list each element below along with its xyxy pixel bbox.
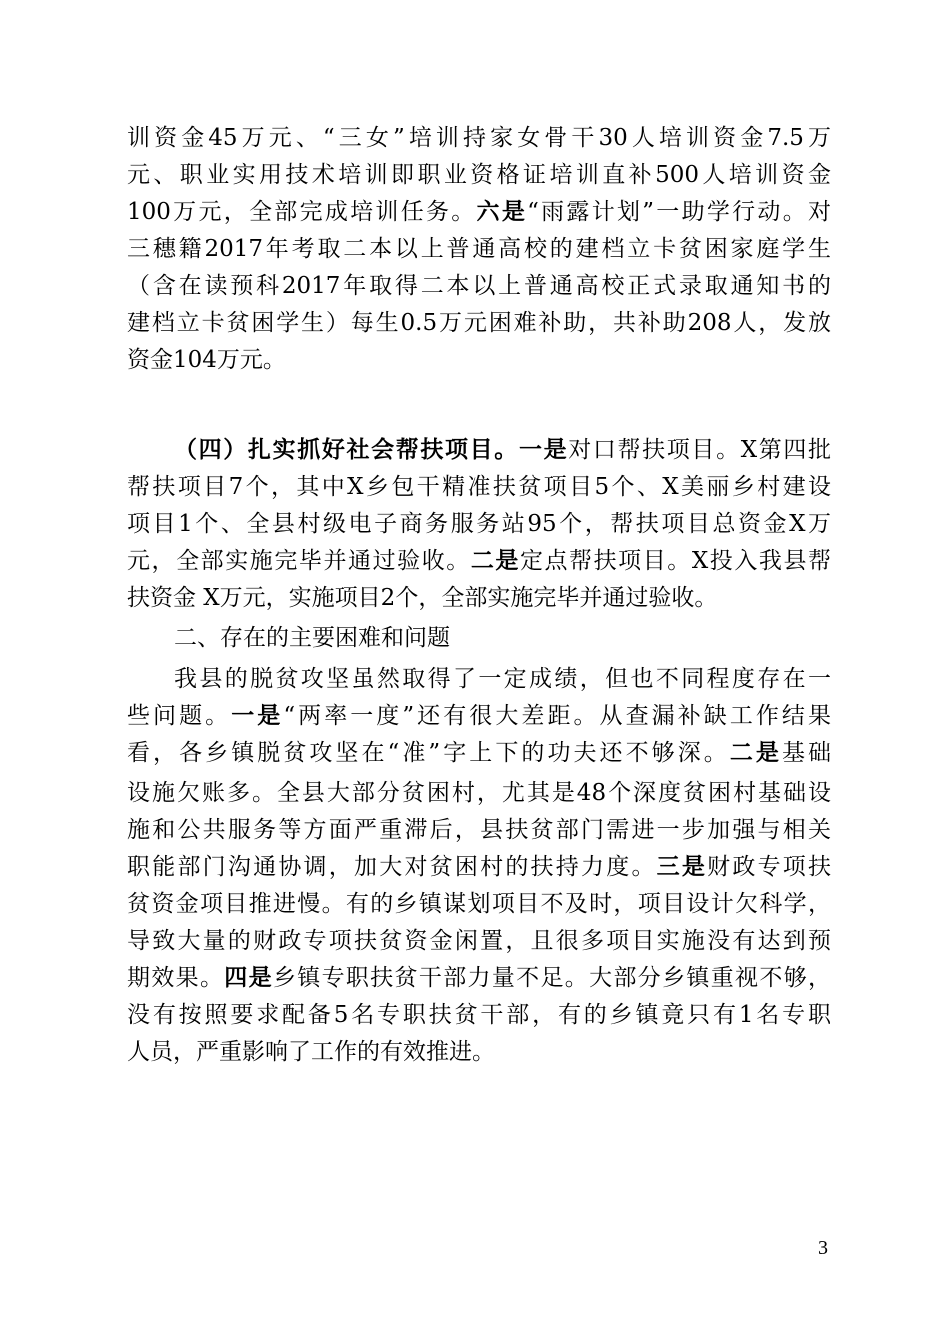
paragraph-line [127, 735, 831, 772]
emphasis-label: 一是 [231, 703, 284, 729]
emphasis-label: 四是 [224, 965, 273, 991]
paragraph-line [127, 469, 831, 506]
emphasis-label: 二是 [470, 548, 520, 574]
section-heading [174, 620, 831, 657]
text-run: 导致大量的财政专项扶贫资金闲置，且很多项目实施没有达到预 [127, 928, 831, 954]
paragraph-line [127, 120, 831, 157]
emphasis-label: 三是 [656, 854, 708, 880]
text-run: 没有按照要求配备5名专职扶贫干部，有的乡镇竟只有1名专职 [127, 1002, 831, 1028]
text-run: 帮扶项目7个，其中X乡包干精准扶贫项目5个、X美丽乡村建设 [127, 474, 831, 500]
text-run: 职能部门沟通协调，加大对贫困村的扶持力度。 [127, 854, 657, 880]
page-number: 3 [818, 1237, 828, 1259]
text-run: 对口帮扶项目。X第四批 [568, 437, 832, 463]
text-run: 看，各乡镇脱贫攻坚在“准”字上下的功夫还不够深。 [127, 740, 730, 766]
text-run: 建档立卡贫困学生）每生0.5万元困难补助，共补助208人，发放 [127, 310, 831, 336]
text-run: “两率一度”还有很大差距。从查漏补缺工作结果 [283, 703, 831, 729]
paragraph-line [127, 698, 831, 735]
text-run: 些问题。 [127, 703, 232, 729]
paragraph-line [127, 997, 831, 1034]
paragraph-line [127, 157, 831, 194]
paragraph-line [127, 194, 831, 231]
paragraph-line [127, 775, 831, 812]
text-run: 定点帮扶项目。X投入我县帮 [519, 548, 832, 574]
text-run: （含在读预科2017年取得二本以上普通高校正式录取通知书的 [127, 273, 831, 299]
paragraph-line [127, 342, 831, 379]
paragraph-line [127, 960, 831, 997]
paragraph-line [127, 543, 831, 580]
paragraph-line [127, 506, 831, 543]
text-run: 训资金45万元、“三女”培训持家女骨干30人培训资金7.5万 [127, 125, 831, 151]
paragraph-line [127, 923, 831, 960]
text-run: 扶资金 X万元，实施项目2个，全部实施完毕并通过验收。 [127, 585, 718, 611]
paragraph-line [127, 849, 831, 886]
section-heading-line [174, 432, 831, 469]
text-run: 我县的脱贫攻坚虽然取得了一定成绩，但也不同程度存在一 [174, 666, 831, 692]
subsection-heading: （四）扎实抓好社会帮扶项目。一是 [174, 437, 569, 463]
text-run: 乡镇专职扶贫干部力量不足。大部分乡镇重视不够， [272, 965, 832, 991]
text-run: “雨露计划”一助学行动。对 [527, 199, 831, 225]
text-run: 三穗籍2017年考取二本以上普通高校的建档立卡贫困家庭学生 [127, 236, 831, 262]
text-run: 期效果。 [127, 965, 225, 991]
paragraph-line [127, 1034, 831, 1071]
text-run: 人员，严重影响了工作的有效推进。 [127, 1039, 495, 1065]
text-run: 元，全部实施完毕并通过验收。 [127, 548, 471, 574]
text-run: 资金104万元。 [127, 347, 286, 373]
paragraph-line [127, 305, 831, 342]
paragraph-line [174, 661, 831, 698]
text-run: 设施欠账多。全县大部分贫困村，尤其是48个深度贫困村基础设 [127, 780, 831, 806]
text-run: 元、职业实用技术培训即职业资格证培训直补500人培训资金 [127, 162, 831, 188]
text-run: 财政专项扶 [707, 854, 832, 880]
paragraph-line [127, 231, 831, 268]
text-run: 贫资金项目推进慢。有的乡镇谋划项目不及时，项目设计欠科学， [127, 891, 831, 917]
text-run: 施和公共服务等方面严重滞后，县扶贫部门需进一步加强与相关 [127, 817, 831, 843]
paragraph-line [127, 886, 831, 923]
emphasis-label: 二是 [729, 740, 782, 766]
paragraph-line [127, 268, 831, 305]
section-title: 二、存在的主要困难和问题 [174, 625, 450, 651]
paragraph-line [127, 812, 831, 849]
text-run: 100万元，全部完成培训任务。 [127, 199, 477, 225]
emphasis-label: 六是 [476, 199, 528, 225]
paragraph-line [127, 580, 831, 617]
text-run: 基础 [781, 740, 831, 766]
text-run: 项目1个、全县村级电子商务服务站95个，帮扶项目总资金X万 [127, 511, 831, 537]
